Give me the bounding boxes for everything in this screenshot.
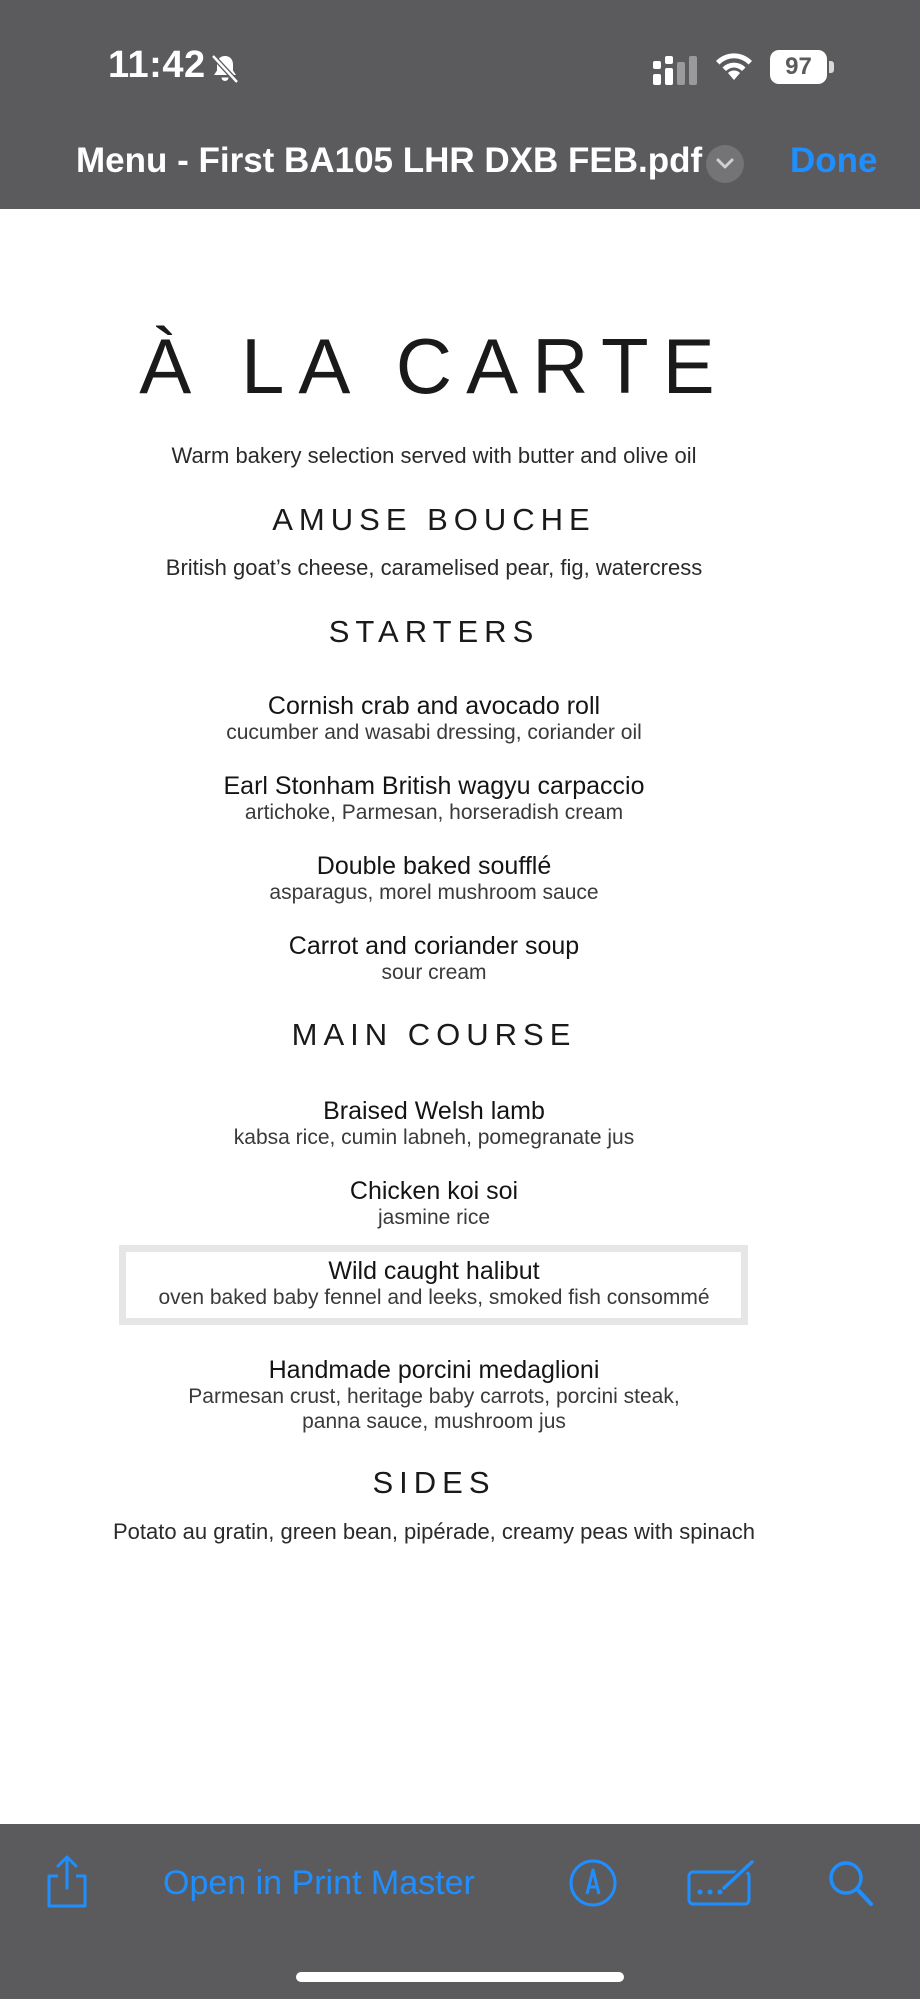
chevron-down-icon [715,157,735,171]
starter-name: Cornish crab and avocado roll [267,692,601,720]
status-time: 11:42 [108,44,206,86]
starter-name: Double baked soufflé [316,852,552,880]
starters-heading: STARTERS [328,614,540,649]
main-name: Wild caught halibut [328,1257,540,1285]
main-name: Chicken koi soi [349,1177,519,1205]
amuse-text: British goat’s cheese, caramelised pear, fig, watercress [165,555,703,580]
top-bar [0,0,920,209]
main-desc: Parmesan crust, heritage baby carrots, porcini steak, [188,1385,680,1408]
battery-icon [770,50,834,84]
markup-icon[interactable] [568,1858,618,1908]
search-icon[interactable] [826,1858,874,1908]
main-desc: oven baked baby fennel and leeks, smoked fish consommé [158,1286,710,1309]
main-name: Braised Welsh lamb [323,1097,545,1125]
main-course-heading: MAIN COURSE [291,1017,577,1052]
open-in-print-master-button[interactable]: Open in Print Master [163,1864,475,1902]
starter-name: Carrot and coriander soup [288,932,580,960]
done-button[interactable]: Done [790,141,878,180]
signature-icon[interactable] [686,1858,756,1908]
starter-desc: artichoke, Parmesan, horseradish cream [244,801,624,824]
starter-desc: asparagus, morel mushroom sauce [269,881,599,904]
bottom-toolbar [0,1824,920,1999]
bakery-text: Warm bakery selection served with butter and olive oil [171,443,697,468]
main-desc-line2: panna sauce, mushroom jus [302,1410,566,1433]
home-indicator[interactable] [296,1972,624,1982]
pdf-page [0,209,920,1824]
starter-name: Earl Stonham British wagyu carpaccio [223,772,645,800]
title-menu-button[interactable] [706,145,744,183]
document-title[interactable]: Menu - First BA105 LHR DXB FEB.pdf [76,141,703,180]
share-icon[interactable] [44,1854,90,1910]
starter-desc: cucumber and wasabi dressing, coriander oil [226,721,642,744]
main-desc: kabsa rice, cumin labneh, pomegranate jus [233,1126,635,1149]
main-name: Handmade porcini medaglioni [268,1356,600,1384]
sides-text: Potato au gratin, green bean, pipérade, creamy peas with spinach [112,1519,756,1544]
sides-heading: SIDES [372,1465,496,1500]
battery-level: 97 [785,53,812,80]
cellular-signal-icon [652,56,698,86]
amuse-heading: AMUSE BOUCHE [272,502,596,537]
menu-title: À LA CARTE [139,322,729,410]
bell-slash-icon [208,52,242,86]
wifi-icon [712,50,756,84]
main-desc: jasmine rice [377,1206,491,1229]
starter-desc: sour cream [381,961,487,984]
